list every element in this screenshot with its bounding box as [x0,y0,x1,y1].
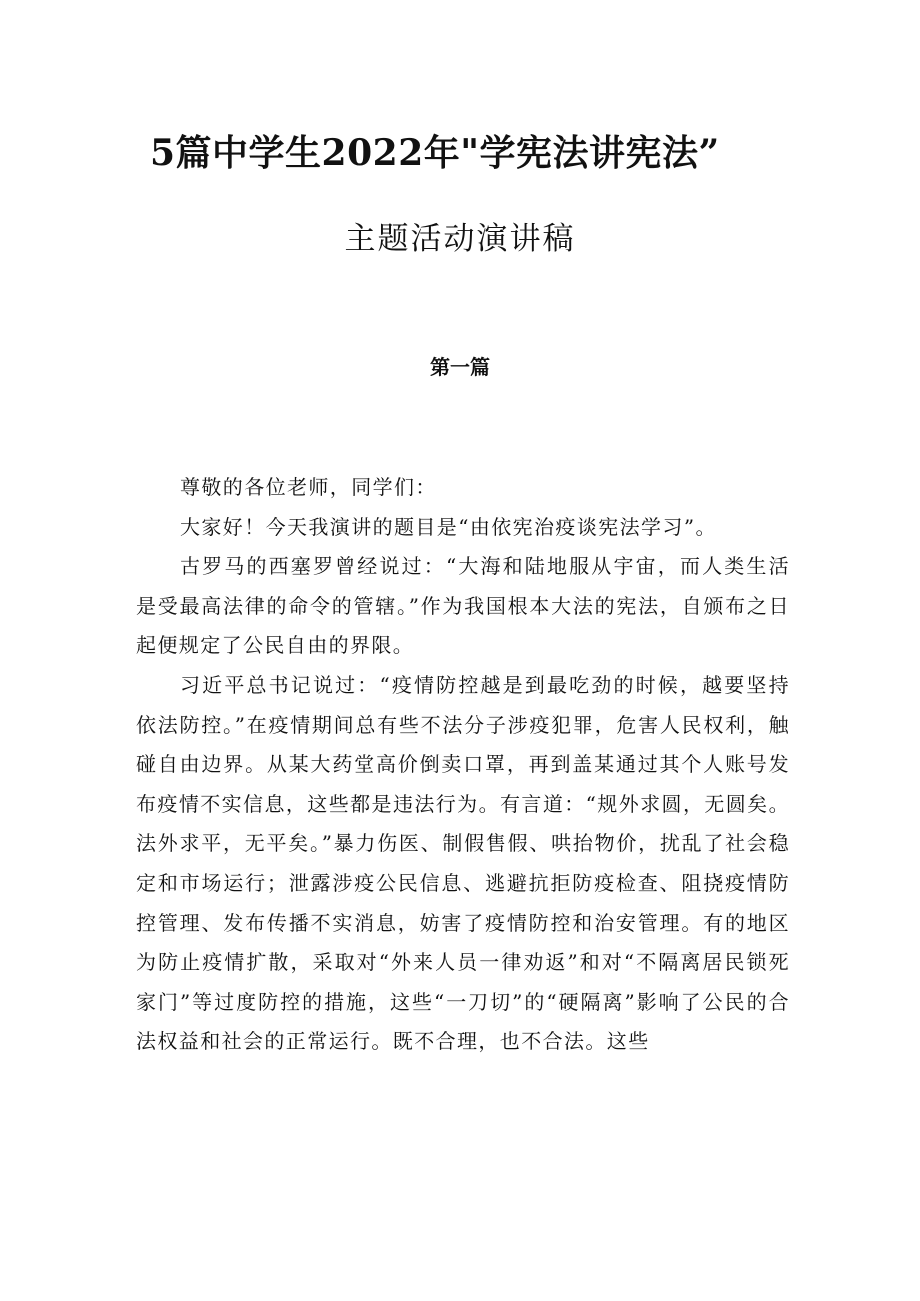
document-title-line-1: 5篇中学生2022年"学宪法讲宪法” [150,132,720,174]
section-heading: 第一篇 [430,355,490,379]
paragraph-salutation: 尊敬的各位老师，同学们： [180,475,437,499]
paragraph-epidemic-law: 习近平总书记说过：“疫情防控越是到最吃劲的时候，越要坚持依法防控。”在疫情期间总有些不法分子涉疫犯罪，危害人民权利，触碰自由边界。从某大药堂高价倒卖口罩，再到盖某通过其个人账号发布疫情不实信息，这些都是违法行为。有言道：“规外求圆，无圆矣。法外求平，无平矣。”暴力伤医、制假售假、哄抬物价，扰乱了社会稳定和市场运行；泄露涉疫公民信息、逃避抗拒防疫检查、阻挠疫情防控管理、发布传播不实消息，妨害了疫情防控和治安管理。有的地区为防止疫情扩散，采取对“外来人员一律劝返”和对“不隔离居民锁死家门”等过度防控的措施，这些“一刀切”的“硬隔离”影响了公民的合法权益和社会的正常运行。既不合理，也不合法。这些 [136,672,790,1054]
document-title-line-2: 主题活动演讲稿 [344,221,576,257]
paragraph-greeting: 大家好！今天我演讲的题目是“由依宪治疫谈宪法学习”。 [180,514,717,539]
document-body [136,468,790,1062]
paragraph-cicero-quote: 古罗马的西塞罗曾经说过：“大海和陆地服从宇宙，而人类生活是受最高法律的命令的管辖。”作为我国根本大法的宪法，自颁布之日起便规定了公民自由的界限。 [136,554,790,658]
